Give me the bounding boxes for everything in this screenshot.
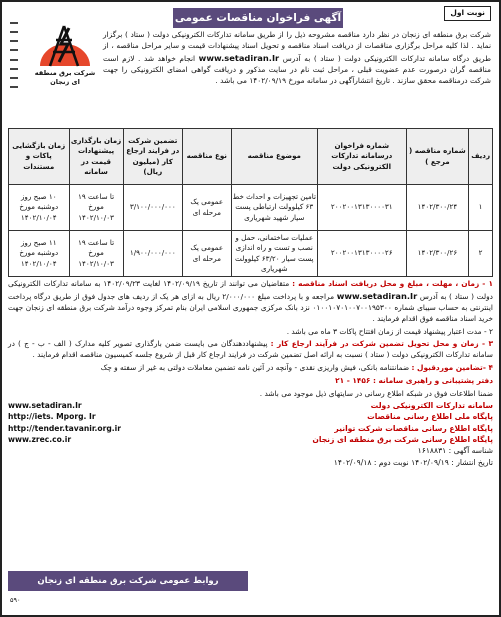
link-line [8, 400, 493, 411]
col-opening-time: زمان بازگشایی پاکات و مستندات [9, 129, 70, 185]
ad-id: شناسه آگهی : ۱۶۱۸۸۳۱ [417, 446, 493, 456]
table-row [9, 185, 493, 231]
info-note: ضمنا اطلاعات فوق در شبکه اطلاع رسانی در سایتهای ذیل موجود می باشد . [259, 388, 493, 398]
col-upload-time: زمان بارگذاری پیشنهادات قیمت در سامانه [69, 129, 123, 185]
cell-row: ۲ [469, 231, 493, 277]
page-code: ۵۹۰ [10, 595, 21, 604]
section-accepted-guarantees-body: ضمانتنامه بانکی، فیش واریزی نقدی - وآنچه در آئین نامه تضمین معاملات دولتی به غیر از سفته و چک [100, 363, 410, 373]
section-documents-title: ۱ - زمان ، مهلت ، مبلغ و محل دریافت اسناد مناقصه : [292, 279, 493, 288]
col-row: ردیف [469, 129, 493, 185]
section-accepted-guarantees [8, 363, 493, 374]
link-label: پایگاه اطلاع رسانی شرکت برق منطقه ای زنجان [312, 434, 493, 444]
intro-text: شرکت برق منطقه ای زنجان در نظر دارد مناقصه مشروحه ذیل را از طریق سامانه تدارکات الکترونیکی دولت ( ستاد ) برگزار نماید . لذا کلیه مراحل برگزاری مناقصات از دریافت اسناد مناقصه و تحویل اسناد پیشنهادات قیمت و سایر مراحل مناقصه ، از طریق درگاه سامانه تدارکات الکترونیکی دولت ( ستاد ) به آدرس [103, 30, 491, 63]
link-url[interactable]: http://tender.tavanir.org.ir [8, 423, 122, 433]
cell-type: عمومی یک مرحله ای [182, 231, 231, 277]
section-documents-body-2: مراجعه و با پرداخت مبلغ ۲/۰۰۰/۰۰۰ ریال به ازای هر یک از ردیف های جدول فوق از طریق درگاه پرداخت اینترنتی به حساب سیبای شماره ۰۱۰۰۱۰۷۰۱۰۰۷۰۰۱۹۵۳۰۰ نزد بانک مرکزی جمهوری اسلامی ایران بنام تمرکز وجوه درآمد شرکت برق منطقه ای زنجان جهت خرید اسناد مناقصه فوق اقدام فرمایند . [8, 291, 493, 323]
link-line [8, 434, 493, 445]
tender-table [8, 128, 493, 277]
col-type: نوع مناقصه [182, 129, 231, 185]
cell-opening-time: ۱۱ صبح روز دوشنبه مورخ ۱۴۰۲/۱۰/۰۴ [9, 231, 70, 277]
section-documents-site[interactable]: www.setadiran.Ir [336, 290, 418, 301]
link-line [8, 411, 493, 422]
section-validity: ۲ - مدت اعتبار پیشنهاد قیمت از زمان افتتاح پاکات ۳ ماه می باشد . [286, 326, 493, 336]
cell-opening-time: ۱۰ صبح روز دوشنبه مورخ ۱۴۰۲/۱۰/۰۴ [9, 185, 70, 231]
power-tower-icon [34, 22, 96, 68]
section-guarantee-title: ۳ - زمان و محل تحویل تضمین شرکت در فرآیند ارجاع کار : [270, 339, 493, 349]
link-url[interactable]: www.zrec.co.ir [8, 434, 72, 444]
col-tender-number: شماره مناقصه ( مرجع ) [406, 129, 469, 185]
link-line [8, 423, 493, 434]
table-row [9, 231, 493, 277]
section-documents-body: متقاضیان می توانند از تاریخ ۱۴۰۲/۰۹/۱۹ لغایت ۱۴۰۲/۰۹/۲۳ به سامانه تدارکات الکترونیکی دولت ( ستاد ) به آدرس [8, 279, 493, 301]
intro-text-2: انجام خواهد شد . لازم است مناقصه گران درصورت عدم عضویت قبلی ، مراحل ثبت نام در سایت مذکور و دریافت گواهی امضای الکترونیکی را جهت شرکت درمناقصه محقق سازند . تاریخ انتشارآگهی در سامانه مورخ ۱۴۰۲/۰۹/۱۹ می باشد . [103, 53, 491, 85]
col-call-number: شماره فراخوان درسامانه تدارکات الکترونیکی دولت [318, 129, 407, 185]
cell-subject: تامین تجهیزات و احداث خط ۶۳ کیلوولت ارتباطی پست سیار شهید شهریاری [231, 185, 317, 231]
company-logo [30, 22, 100, 87]
link-label: پایگاه اطلاع رسانی مناقصات شرکت توانیر [334, 423, 493, 433]
col-guarantee: تضمین شرکت در فرایند ارجاع کار (میلیون ریال) [123, 129, 182, 185]
link-url[interactable]: http://iets. Mporg. Ir [8, 412, 96, 422]
cell-upload-time: تا ساعت ۱۹ مورخ ۱۴۰۲/۱۰/۰۳ [69, 185, 123, 231]
link-url[interactable]: www.setadiran.Ir [8, 400, 82, 410]
intro-site-link[interactable]: www.setadiran.Ir [198, 52, 280, 63]
header [8, 6, 493, 126]
cell-guarantee: ۳/۱۰۰/۰۰۰/۰۰۰ [123, 185, 182, 231]
cell-tender-number: ۱۴۰۲/۳۰۰/۲۶ [406, 231, 469, 277]
section-documents [8, 279, 493, 325]
section-guarantee [8, 339, 493, 361]
secretariat-line: دفتر پشتیبانی و راهبری سامانه : ۱۴۵۶ - ۲۱ [335, 376, 493, 385]
cell-upload-time: تا ساعت ۱۹ مورخ ۱۴۰۲/۱۰/۰۳ [69, 231, 123, 277]
cell-row: ۱ [469, 185, 493, 231]
company-name: شرکت برق منطقه ای زنجان [34, 69, 96, 87]
cell-guarantee: ۱/۹۰۰/۰۰۰/۰۰۰ [123, 231, 182, 277]
footer-banner: روابط عمومی شرکت برق منطقه ای زنجان [8, 571, 248, 591]
intro-paragraph [103, 30, 491, 86]
cell-subject: عملیات ساختمانی، حمل و نصب و تست و راه اندازی پست سیار ۶۳/۲۰ کیلوولت شهریاری [231, 231, 317, 277]
table-header-row [9, 129, 493, 185]
link-label: پایگاه ملی اطلاع رسانی مناقصات [367, 412, 493, 422]
link-label: سامانه تدارکات الکترونیکی دولت [370, 400, 493, 410]
section-guarantee-body: پیشنهاددهندگان می بایست ضمن بارگذاری تصویر کلیه مدارک ( الف - ب - ج ) در سامانه تدارکات الکترونیکی دولت ( ستاد ) نسبت به ارائه اصل تضمین شرکت در فرایند ارجاع کار قبل از شروع جلسه کمیسیون مناقصه اقدام فرمایند . [8, 339, 493, 360]
page-title: آگهی فراخوان مناقصات عمومی [173, 8, 343, 28]
cell-tender-number: ۱۴۰۲/۳۰۰/۲۴ [406, 185, 469, 231]
publish-dates: تاریخ انتشار : ۱۴۰۲/۰۹/۱۹ نوبت دوم : ۱۴۰۲/۰۹/۱۸ [333, 457, 493, 467]
cell-call-number: ۲۰۰۲۰۰۱۳۱۳۰۰۰۰۳۱ [318, 185, 407, 231]
cell-type: عمومی یک مرحله ای [182, 185, 231, 231]
col-subject: موضوع مناقصه [231, 129, 317, 185]
notice-number-badge: نوبت اول [444, 6, 491, 21]
section-accepted-guarantees-title: ۴ -تضامین موردقبول : [411, 363, 493, 373]
cell-call-number: ۲۰۰۲۰۰۱۳۱۳۰۰۰۰۲۶ [318, 231, 407, 277]
